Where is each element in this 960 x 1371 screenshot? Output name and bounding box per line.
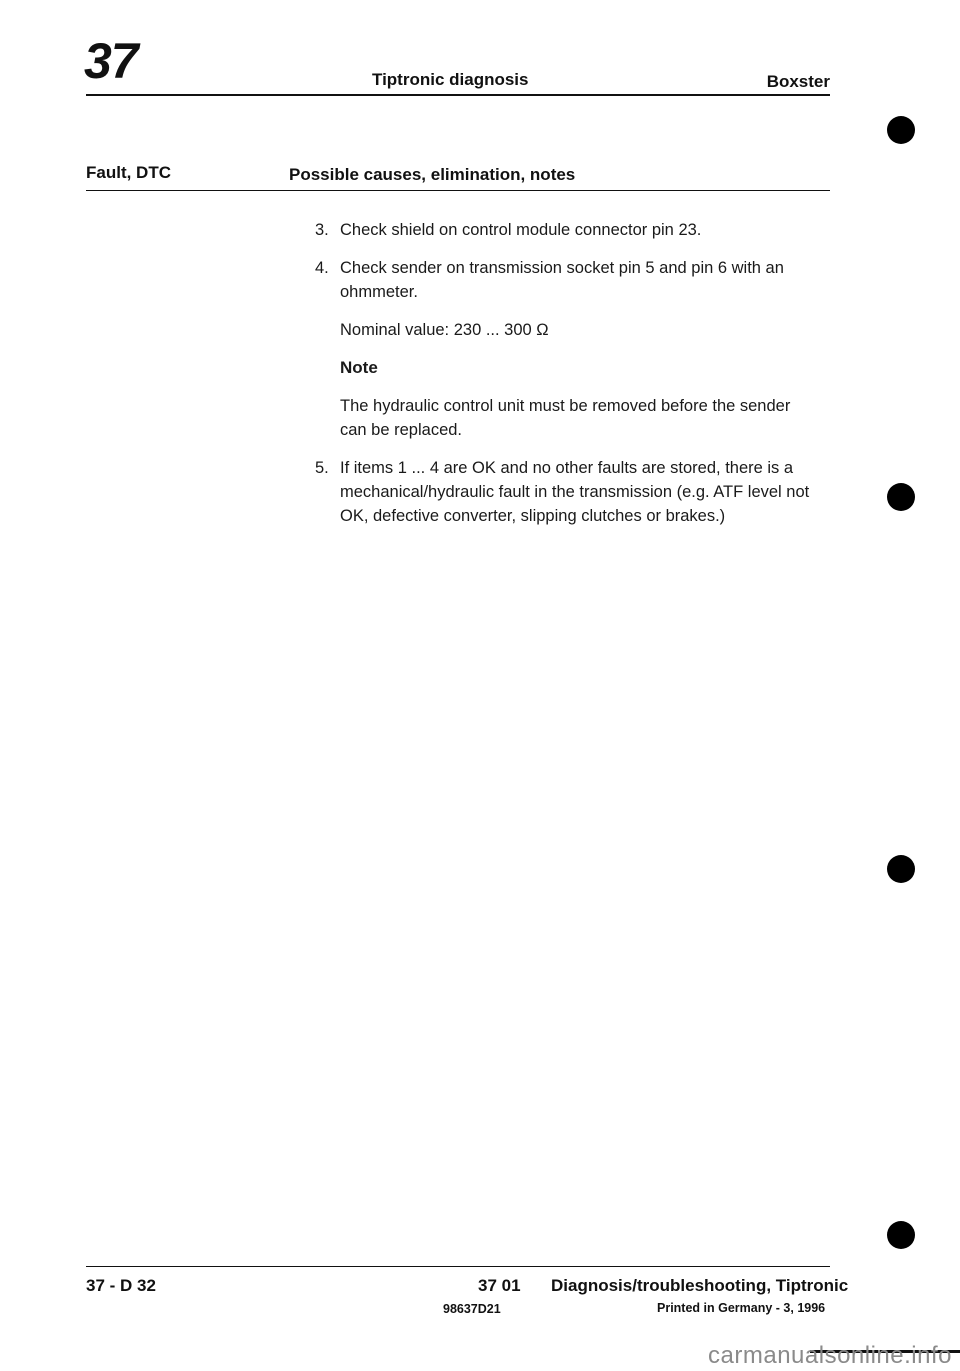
- procedure-content: [315, 218, 815, 542]
- model-name: Boxster: [766, 72, 830, 91]
- list-item-text: If items 1 ... 4 are OK and no other faults are stored, there is a mechanical/hydraulic fault in the transmission (e.g. ATF level not OK, defective converter, slipping clutches or brakes.): [340, 459, 810, 525]
- group-number: 37 01: [478, 1276, 521, 1295]
- list-item-number: 5.: [315, 459, 329, 477]
- binder-hole-mark: [887, 116, 915, 144]
- list-item: [315, 456, 815, 528]
- footer-rule: [86, 1266, 830, 1267]
- list-item-text: Check shield on control module connector pin 23.: [340, 221, 702, 239]
- header-rule: [86, 94, 830, 96]
- list-item-number: 4.: [315, 259, 329, 277]
- print-info: Printed in Germany - 3, 1996: [657, 1301, 826, 1315]
- list-item-number: 3.: [315, 221, 329, 239]
- note-text: The hydraulic control unit must be removed before the sender can be replaced.: [340, 397, 791, 439]
- document-code: 98637D21: [443, 1302, 501, 1316]
- list-item: [315, 256, 815, 304]
- list-item: [315, 218, 815, 242]
- watermark-link[interactable]: carmanualsonline.info: [708, 1342, 952, 1369]
- note-heading: Note: [340, 358, 378, 377]
- binder-hole-mark: [887, 483, 915, 511]
- binder-hole-mark: [887, 1221, 915, 1249]
- page-reference: 37 - D 32: [86, 1276, 156, 1295]
- binder-hole-mark: [887, 855, 915, 883]
- page-title: Tiptronic diagnosis: [372, 70, 529, 89]
- column-heading-causes: Possible causes, elimination, notes: [289, 165, 576, 184]
- nominal-value: Nominal value: 230 ... 300 Ω: [340, 321, 549, 339]
- list-item-text: Check sender on transmission socket pin 5 and pin 6 with an ohmmeter.: [340, 259, 784, 301]
- column-heading-fault: Fault, DTC: [86, 163, 171, 182]
- column-heading-rule: [86, 190, 830, 191]
- section-title: Diagnosis/troubleshooting, Tiptronic: [551, 1276, 849, 1295]
- chapter-number: 37: [84, 33, 138, 89]
